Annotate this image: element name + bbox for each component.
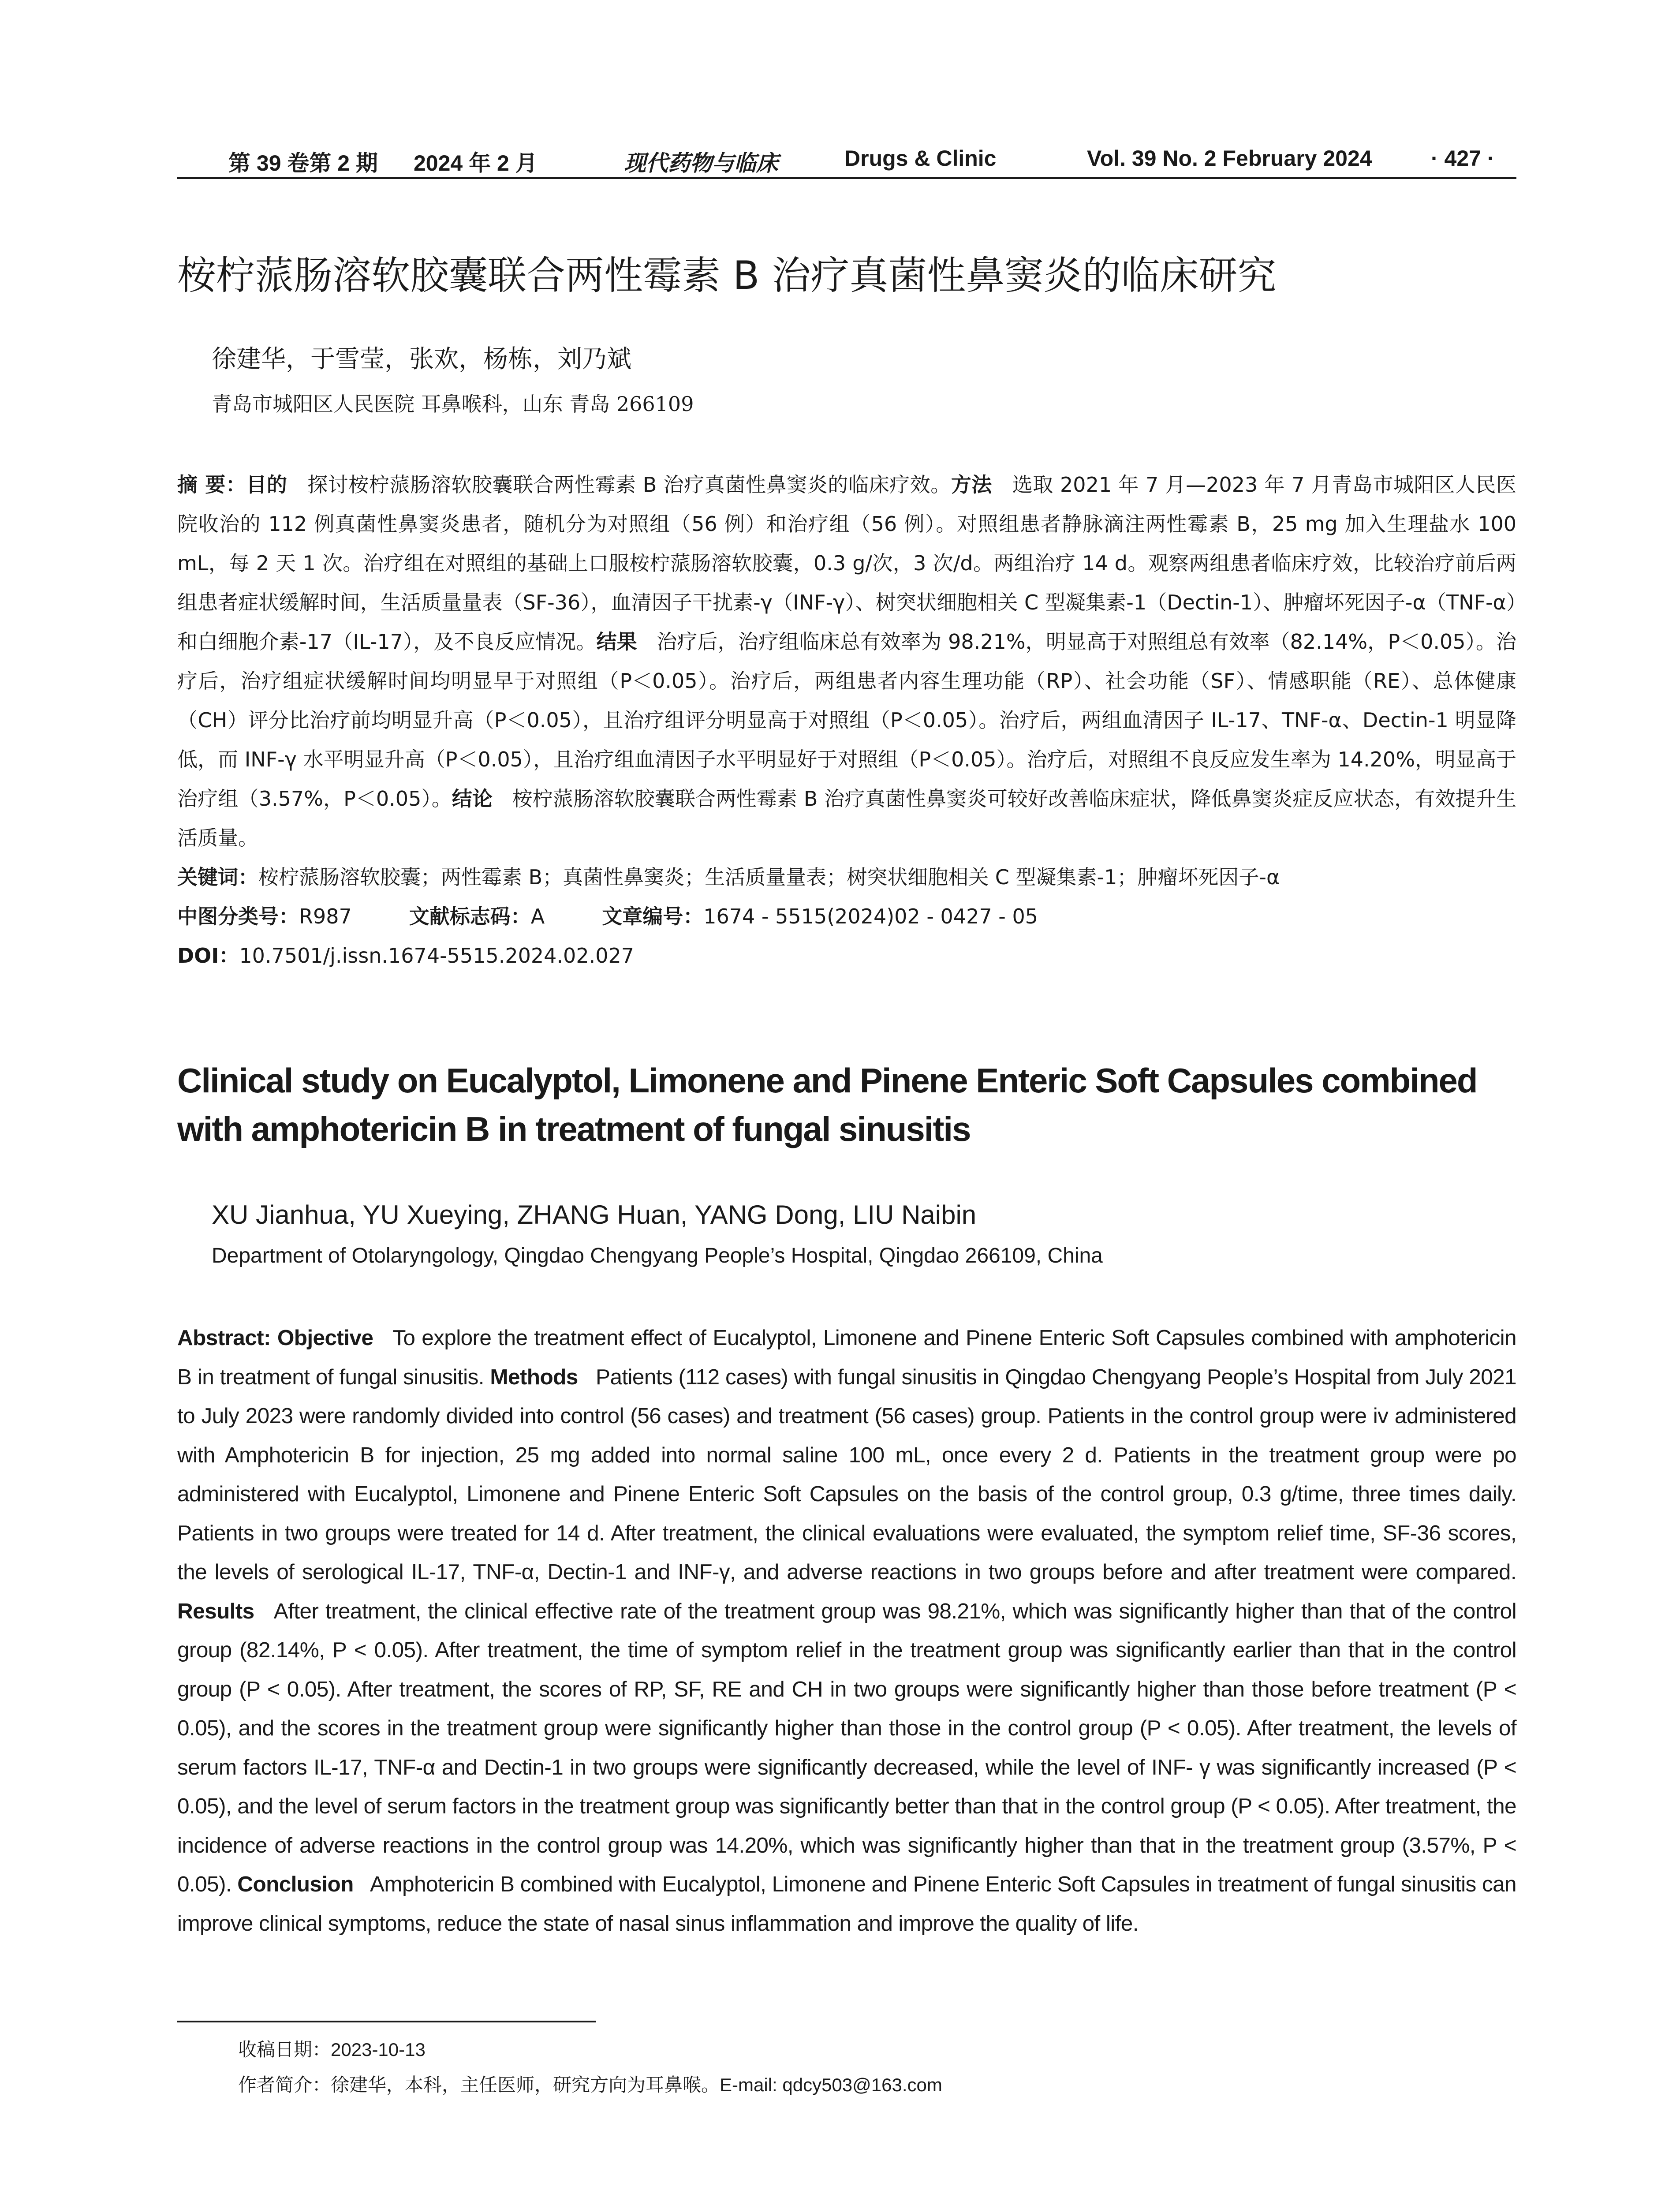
abstract-en-block <box>177 1319 1516 1943</box>
header-journal-en: Drugs & Clinic <box>844 146 997 171</box>
footnote-rule <box>177 2021 596 2022</box>
methods-cn-label: 方法 <box>951 473 993 497</box>
doi-line <box>177 936 1516 975</box>
keywords-cn-label: 关键词： <box>177 865 258 889</box>
results-en-label: Results <box>177 1599 254 1623</box>
abstract-cn <box>177 465 1516 858</box>
header-issue-cn: 第 39 卷第 2 期 <box>228 151 378 176</box>
header-rule <box>177 177 1516 179</box>
methods-cn-text: 选取 2021 年 7 月—2023 年 7 月青岛市城阳区人民医院收治的 112 例真菌性鼻窦炎患者，随机分为对照组（56 例）和治疗组（56 例）。对照组患者静脉滴注两性霉素 B，25 mg 加入生理盐水 100 mL，每 2 天 1 次。治疗组在对照组的基础上口服桉柠蒎肠溶软胶囊，0.3 g/次，3 次/d。两组治疗 14 d。观察两组患者临床疗效，比较治疗前后两组患者症状缓解时间，生活质量量表（SF-36），血清因子干扰素-γ（INF-γ）、树突状细胞相关 C 型凝集素-1（Dectin-1）、肿瘤坏死因子-α（TNF-α）和白细胞介素-17（IL-17），及不良反应情况。 <box>177 473 1517 654</box>
doc-code-label: 文献标志码： <box>409 904 531 928</box>
received-label: 收稿日期： <box>238 2039 331 2060</box>
header-page-number: · 427 · <box>1431 146 1495 171</box>
authors-en: XU Jianhua, YU Xueying, ZHANG Huan, YANG Dong, LIU Naibin <box>212 1200 977 1230</box>
methods-en-text: Patients (112 cases) with fungal sinusitis in Qingdao Chengyang People’s Hospital from July 2021 to July 2023 were randomly divided into control (56 cases) and treatment (56 cases) group. Patients in the control group were iv administered with Amphotericin B for injection, 25 mg added into normal saline 100 mL, once every 2 d. Patients in the treatment group were po administered with Eucalyptol, Limonene and Pinene Enteric Soft Capsules on the basis of the control group, 0.3 g/time, three times daily. Patients in two groups were treated for 14 d. After treatment, the clinical evaluations were evaluated, the symptom relief time, SF-36 scores, the levels of serological IL-17, TNF-α, Dectin-1 and INF-γ, and adverse reactions in two groups before and after treatment were compared. <box>177 1364 1517 1584</box>
results-cn-label: 结果 <box>596 630 637 654</box>
header-issue-en: Vol. 39 No. 2 February 2024 <box>1087 146 1372 171</box>
doc-code-value: A <box>530 904 545 928</box>
conclusion-en-text: Amphotericin B combined with Eucalyptol, Limonene and Pinene Enteric Soft Capsules in treatment of fungal sinusitis can improve clinical symptoms, reduce the state of nasal sinus inflammation and improve the quality of life. <box>177 1872 1516 1936</box>
abstract-cn-block <box>177 465 1516 975</box>
footnote-received <box>238 2035 426 2062</box>
doi-label: DOI： <box>177 944 239 968</box>
classification-line <box>177 897 1516 936</box>
conclusion-cn-label: 结论 <box>452 787 493 811</box>
objective-en-label: Objective <box>277 1326 373 1350</box>
title-en: Clinical study on Eucalyptol, Limonene and Pinene Enteric Soft Capsules combined with amphotericin B in treatment of fungal sinusitis <box>177 1061 1477 1148</box>
abstract-en <box>177 1319 1516 1943</box>
clc-value: R987 <box>299 904 352 928</box>
abstract-cn-label: 摘 要： <box>177 473 246 497</box>
abstract-en-label: Abstract: <box>177 1326 271 1350</box>
conclusion-en-label: Conclusion <box>237 1872 354 1896</box>
authors-cn: 徐建华，于雪莹，张欢，杨栋，刘乃斌 <box>212 345 631 374</box>
objective-en-text: To explore the treatment effect of Eucalyptol, Limonene and Pinene Enteric Soft Capsules combined with amphotericin B in treatment of fungal sinusitis. <box>177 1326 1516 1389</box>
article-no-label: 文章编号： <box>602 904 704 928</box>
title-cn: 桉柠蒎肠溶软胶囊联合两性霉素 B 治疗真菌性鼻窦炎的临床研究 <box>177 253 1277 298</box>
header-date-cn: 2024 年 2 月 <box>414 151 538 176</box>
affiliation-cn: 青岛市城阳区人民医院 耳鼻喉科，山东 青岛 266109 <box>212 392 694 416</box>
footnote-author <box>238 2070 942 2097</box>
author-bio-text: 徐建华，本科，主任医师，研究方向为耳鼻喉。E-mail: qdcy503@163.com <box>331 2074 942 2095</box>
results-cn-text: 治疗后，治疗组临床总有效率为 98.21%，明显高于对照组总有效率（82.14%，P＜0.05）。治疗后，治疗组症状缓解时间均明显早于对照组（P＜0.05）。治疗后，两组患者内容生理功能（RP）、社会功能（SF）、情感职能（RE）、总体健康（CH）评分比治疗前均明显升高（P＜0.05），且治疗组评分明显高于对照组（P＜0.05）。治疗后，两组血清因子 IL-17、TNF-α、Dectin-1 明显降低，而 INF-γ 水平明显升高（P＜0.05），且治疗组血清因子水平明显好于对照组（P＜0.05）。治疗后，对照组不良反应发生率为 14.20%，明显高于治疗组（3.57%，P＜0.05）。 <box>177 630 1516 811</box>
conclusion-cn-text: 桉柠蒎肠溶软胶囊联合两性霉素 B 治疗真菌性鼻窦炎可较好改善临床症状，降低鼻窦炎症反应状态，有效提升生活质量。 <box>177 787 1517 850</box>
methods-en-label: Methods <box>490 1364 578 1389</box>
keywords-cn <box>177 858 1516 897</box>
keywords-cn-text: 桉柠蒎肠溶软胶囊；两性霉素 B；真菌性鼻窦炎；生活质量量表；树突状细胞相关 C 型凝集素-1；肿瘤坏死因子-α <box>258 865 1280 889</box>
objective-cn-text: 探讨桉柠蒎肠溶软胶囊联合两性霉素 B 治疗真菌性鼻窦炎的临床疗效。 <box>307 473 951 497</box>
header-journal-cn: 现代药物与临床 <box>624 150 778 176</box>
article-no-value: 1674 - 5515(2024)02 - 0427 - 05 <box>703 904 1038 928</box>
author-bio-label: 作者简介： <box>238 2074 331 2095</box>
affiliation-en: Department of Otolaryngology, Qingdao Chengyang People’s Hospital, Qingdao 266109, China <box>212 1244 1103 1267</box>
doi-link[interactable]: 10.7501/j.issn.1674-5515.2024.02.027 <box>239 944 635 968</box>
clc-label: 中图分类号： <box>177 904 299 928</box>
received-date: 2023-10-13 <box>331 2039 426 2060</box>
objective-cn-label: 目的 <box>246 473 287 497</box>
results-en-text: After treatment, the clinical effective rate of the treatment group was 98.21%, which was significantly higher than that of the control group (82.14%, P < 0.05). After treatment, the time of symptom relief in the treatment group was significantly earlier than that in the control group (P < 0.05). After treatment, the scores of RP, SF, RE and CH in two groups were significantly higher than those before treatment (P < 0.05), and the scores in the treatment group were significantly higher than those in the control group (P < 0.05). After treatment, the levels of serum factors IL-17, TNF-α and Dectin-1 in two groups were significantly decreased, while the level of INF- γ was significantly increased (P < 0.05), and the level of serum factors in the treatment group was significantly better than that in the control group (P < 0.05). After treatment, the incidence of adverse reactions in the control group was 14.20%, which was significantly higher than that in the treatment group (3.57%, P < 0.05). <box>177 1599 1516 1896</box>
